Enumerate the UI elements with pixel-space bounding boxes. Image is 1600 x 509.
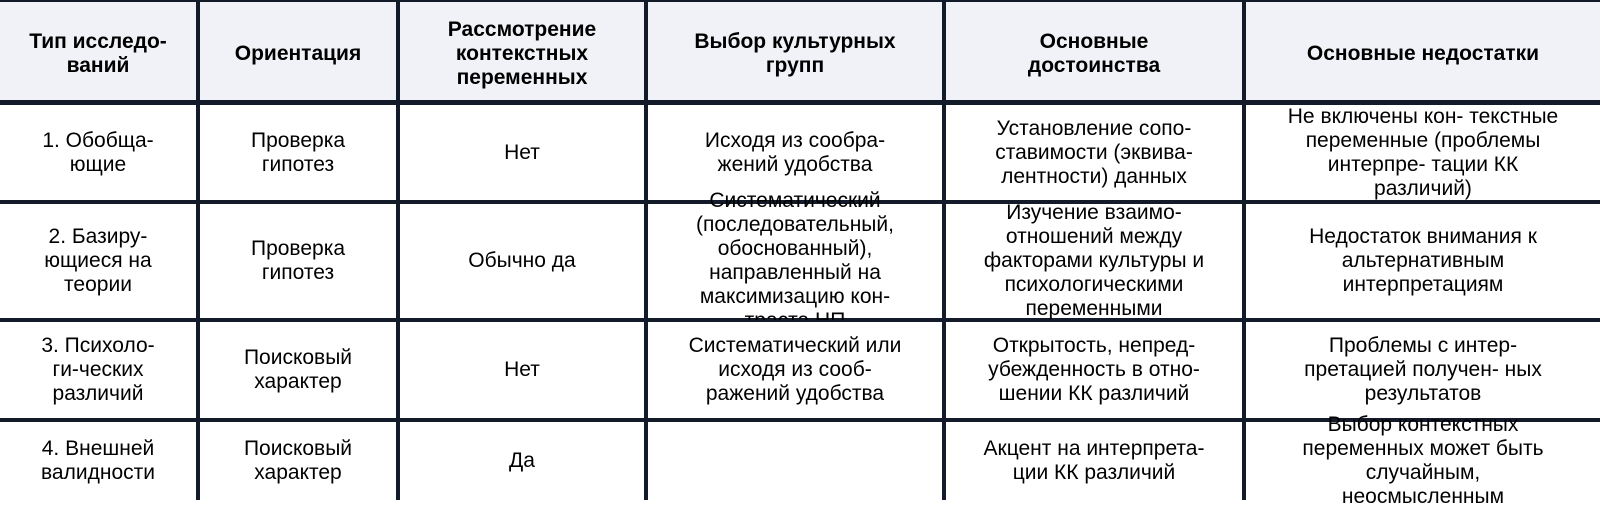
header-label: Тип исследо- ваний <box>29 30 167 77</box>
cell-text: Не включены кон- текстные переменные (проблемы интерпре- тации КК различий) <box>1287 104 1559 200</box>
table-cell <box>1244 102 1600 202</box>
table-cell <box>198 320 398 420</box>
cell-text: Нет <box>504 358 540 381</box>
cell-text: Акцент на интерпрета- ции КК различий <box>983 437 1205 484</box>
table-cell <box>646 102 944 202</box>
table-cell <box>944 420 1244 500</box>
table-cell <box>198 102 398 202</box>
table-cell <box>1244 413 1600 508</box>
cell-text: Изучение взаимо- отношений между факторами культуры и психологическими переменными <box>983 201 1205 320</box>
table-cell <box>1244 202 1600 320</box>
table-cell <box>0 202 198 320</box>
header-label: Ориентация <box>234 42 362 65</box>
table-cell <box>0 420 198 500</box>
cell-text: 3. Психоло- ги-ческих различий <box>41 334 155 405</box>
header-study-type <box>0 0 198 102</box>
cell-text: 2. Базиру- ющиеся на теории <box>44 225 152 296</box>
header-advantages <box>944 0 1244 102</box>
cell-text: Исходя из сообра- жений удобства <box>704 128 886 176</box>
cell-text: Установление сопо- ставимости (эквива- лентности) данных <box>995 116 1193 188</box>
table-cell-empty <box>646 420 944 500</box>
cell-text: Выбор контекстных переменных может быть случайным, неосмысленным <box>1302 413 1544 508</box>
header-orientation <box>198 0 398 102</box>
cell-text: Проверка гипотез <box>250 237 346 284</box>
table-cell <box>944 102 1244 202</box>
cell-text: Поисковый характер <box>243 437 353 484</box>
table-cell <box>198 420 398 500</box>
header-cultural-groups <box>646 0 944 102</box>
cell-text: Поисковый характер <box>243 346 353 393</box>
cell-text: 1. Обобща- ющие <box>42 128 154 176</box>
header-label: Выбор культурных групп <box>694 30 896 77</box>
table-cell <box>0 320 198 420</box>
cell-text: Систематический (последовательный, обоснованный), направленный на максимизацию кон- <box>696 189 894 308</box>
table-cell <box>398 320 646 420</box>
table-cell <box>1244 320 1600 420</box>
header-label: Рассмотрение контекстных переменных <box>447 18 597 89</box>
cell-text: Проблемы с интер- претацией получен- ных результатов <box>1304 334 1542 405</box>
table-cell <box>398 102 646 202</box>
header-label: Основные достоинства <box>1027 30 1161 77</box>
table-cell <box>198 202 398 320</box>
cell-text: Проверка гипотез <box>250 128 346 176</box>
cell-text: Недостаток внимания к альтернативным интерпретациям <box>1309 225 1537 296</box>
cell-text: Нет <box>504 140 540 164</box>
cell-text: Систематический или исходя из сооб- ражений удобства <box>688 334 902 405</box>
table-cell <box>398 202 646 320</box>
header-context-variables <box>398 0 646 102</box>
table-cell <box>646 189 944 320</box>
table-cell <box>944 320 1244 420</box>
header-label: Основные недостатки <box>1306 42 1540 65</box>
table-cell <box>944 202 1244 320</box>
table-cell <box>398 420 646 500</box>
table-cell <box>646 320 944 420</box>
cell-text: Да <box>509 449 535 472</box>
cell-text: Обычно да <box>468 249 576 272</box>
table-cell <box>0 102 198 202</box>
header-disadvantages <box>1244 0 1600 102</box>
cell-text: Открытость, непред- убежденность в отно- шении КК различий <box>988 334 1200 405</box>
cell-text: 4. Внешней валидности <box>41 437 155 484</box>
